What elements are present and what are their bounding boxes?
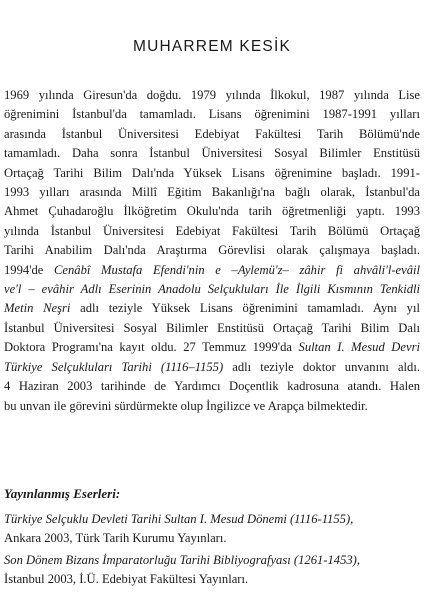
bio-italic-text: ve'l – evâhir Adlı Eserinin Anadolu Selçukluları İle İlgili Kısmının Tenkidli [4,282,420,297]
bio-line [4,202,420,221]
bio-italic-text: Metin Neşri [4,301,71,316]
bio-italic-text: Cenâbî Mustafa Efendi'nin e –Aylemü'z– zâhir fi ahvâli'l-evâil [54,262,420,277]
bio-line [4,299,420,318]
bio-text: bu unvan ile görevini sürdürmekte olup İngilizce ve Arapça bilmektedir. [4,398,368,413]
bio-line [4,319,420,338]
bio-text: yılında İstanbul Üniversitesi Edebiyat Fakültesi Tarih Bölümü Ortaçağ [4,223,420,238]
work-publication: İstanbul 2003, İ.Ü. Edebiyat Fakültesi Yayınları. [4,572,249,587]
works-list [4,510,420,592]
bio-line [4,144,420,163]
works-heading: Yayınlanmış Eserleri: [4,486,121,501]
bio-line [4,397,420,416]
bio-text: 1969 yılında Giresun'da doğdu. 1979 yılında İlkokul, 1987 yılında Lise [4,88,420,102]
bio-text: 4 Haziran 2003 tarihinde de Yardımcı Doçentlik kadrosuna atandı. Halen [4,379,420,394]
bio-text: adlı teziyle doktor unvanını aldı. [223,359,420,374]
bio-italic-text: Sultan I. Mesud Devri [298,340,420,355]
bio-line [4,241,420,260]
bio-line [4,86,420,105]
bio-italic-text: Türkiye Selçukluları Tarihi (1116–1155) [4,359,224,374]
bio-line [4,338,420,357]
work-title: Türkiye Selçuklu Devleti Tarihi Sultan I. Mesud Dönemi (1116-1155), [4,512,354,526]
work-item [4,510,420,549]
bio-line [4,222,420,241]
bio-line [4,183,420,202]
bio-text: arasında İstanbul Üniversitesi Edebiyat Fakültesi Tarih Bölümü'nde [4,126,420,141]
bio-line [4,125,420,144]
bio-line [4,280,420,299]
work-publication: Ankara 2003, Türk Tarih Kurumu Yayınları. [4,531,227,546]
bio-text: adlı teziyle Yüksek Lisans öğrenimini tamamladı. Aynı yıl [70,301,420,316]
author-name: MUHARREM KESİK [132,38,292,55]
bio-text: Ahmet Çuhadaroğlu İlköğretim Okulu'nda tarih öğretmenliği yaptı. 1993 [4,204,420,219]
bio-text: öğrenimini İstanbul'da tamamladı. Lisans öğrenimini 1987-1991 yılları [4,107,420,122]
bio-text: tamamladı. Daha sonra İstanbul Üniversitesi Sosyal Bilimler Enstitüsü [4,146,420,161]
work-title: Son Dönem Bizans İmparatorluğu Tarihi Bibliyografyası (1261-1453), [4,552,361,567]
bio-text: İstanbul Üniversitesi Sosyal Bilimler Enstitüsü Ortaçağ Tarihi Bilim Dalı [4,320,420,335]
bio-line [4,358,420,377]
bio-text: 1993 yılları arasında Millî Eğitim Bakanlığı'na bağlı olarak, İstanbul'da [4,185,420,200]
bio-text: Ortaçağ Tarihi Bilim Dalı'nda Yüksek Lisans öğrenimine başladı. 1991- [4,165,420,180]
bio-text: Tarihi Anabilim Dalı'nda Araştırma Görevlisi olarak çalışmaya başladı. [4,243,420,258]
bio-line [4,164,420,183]
work-item [4,551,420,590]
bio-text: Doktora Programı'na kayıt oldu. 27 Temmuz 1999'da [4,340,299,355]
bio-line [4,105,420,124]
author-biography [4,86,420,416]
bio-line [4,261,420,280]
bio-line [4,377,420,396]
bio-text: 1994'de [4,262,54,277]
